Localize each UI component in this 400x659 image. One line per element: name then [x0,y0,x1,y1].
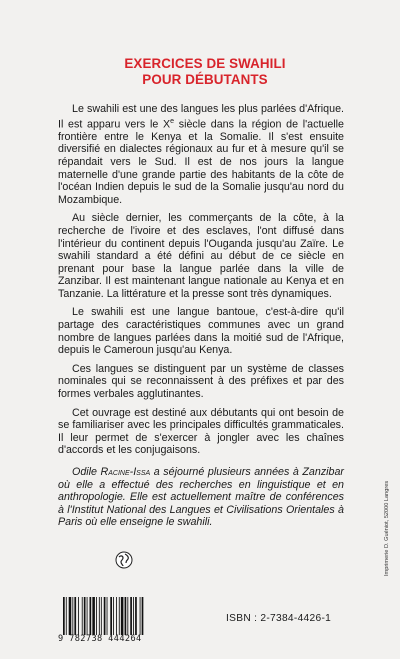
barcode-bar [74,597,76,635]
barcode-bar [99,597,100,635]
barcode-bar [121,597,124,635]
barcode-bar [66,597,67,635]
blurb-paragraph-3: Le swahili est une langue bantoue, c'est-à-dire qu'il partage des caractéristiques communes avec un grand nombre de langues parlées dans la moitié sud de l'Afrique, depuis le Cameroun jusqu'au Kenya. [58,306,344,357]
barcode-bar [107,597,108,635]
barcode-number: 9 782738 444264 [58,634,142,644]
printer-note: Imprimerie D. Guéniot, 52000 Langres [384,480,390,576]
barcode-bar [135,597,137,635]
barcode-bar [140,597,141,635]
blurb-paragraph-1: Le swahili est une des langues les plus parlées d'Afrique. Il est apparu vers le Xe siècle dans la région de l'actuelle frontière entre le Kenya et la Somalie. Il s'est ensuite diversifié en dialectes régionaux au fur et à mesure qu'il se répandait vers le Sud. Il est de nos jours la langue maternelle d'une grande partie des habitants de la côte de l'océan Indien depuis le sud de la Somalie jusqu'au nord du Mozambique. [58,103,344,206]
barcode-bar [78,597,79,635]
globe-icon [115,551,133,569]
barcode-bar [72,597,73,635]
author-last-name: Racine-Issa [100,466,151,478]
author-bio-text: a séjourné plusieurs années à Zanzibar où elle a effectué des recherches en linguistique et en anthropologie. Elle est actuellement maître de conférences à l'Institut National des Langues et Civilisations Orientales à Paris où elle enseigne le swahili. [58,466,344,529]
barcode-bar [69,597,72,635]
barcode-bar [116,597,117,635]
barcode-bar [127,597,128,635]
barcode-bar [110,597,112,635]
superscript: e [170,117,175,125]
book-title [40,56,370,88]
title-line-1: EXERCICES DE SWAHILI [124,56,286,71]
blurb [58,103,344,463]
barcode-bar [90,597,92,635]
author-bio [58,466,344,529]
barcode-bar [130,597,132,635]
blurb-paragraph-4: Ces langues se distinguent par un système de classes nominales qui se reconnaissent à des préfixes et par des formes verbales agglutinantes. [58,362,344,401]
isbn: ISBN : 2-7384-4426-1 [226,613,332,624]
barcode [58,597,160,645]
barcode-bar [96,597,97,635]
barcode-bar [84,597,86,635]
barcode-bar [92,597,95,635]
blurb-paragraph-5: Cet ouvrage est destiné aux débutants qui ont besoin de se familiariser avec les principales difficultés grammaticales. Il leur permet de s'exercer à jongler avec les chaînes d'accords et les conjugaisons. [58,406,344,457]
barcode-bar [119,597,120,635]
blurb-paragraph-2: Au siècle dernier, les commerçants de la côte, à la recherche de l'ivoire et des esclaves, l'ont diffusé dans l'intérieur du continent depuis l'Ouganda jusqu'au Zaïre. Le swahili standard a été défini au début de ce siècle en prenant pour base la langue parlée dans la ville de Zanzibar. Il est maintenant langue nationale au Kenya et en Tanzanie. La littérature et la presse sont très dynamiques. [58,212,344,300]
barcode-bar [133,597,134,635]
barcode-bar [63,597,65,635]
barcode-bar [125,597,127,635]
title-line-2: POUR DÉBUTANTS [142,72,268,87]
barcode-bar [113,597,114,635]
barcode-bar [82,597,83,635]
barcode-bar [101,597,102,635]
barcode-bar [142,597,144,635]
barcode-bars [63,597,159,635]
barcode-bar [104,597,106,635]
barcode-bar [87,597,88,635]
author-first-name: Odile [72,466,97,478]
